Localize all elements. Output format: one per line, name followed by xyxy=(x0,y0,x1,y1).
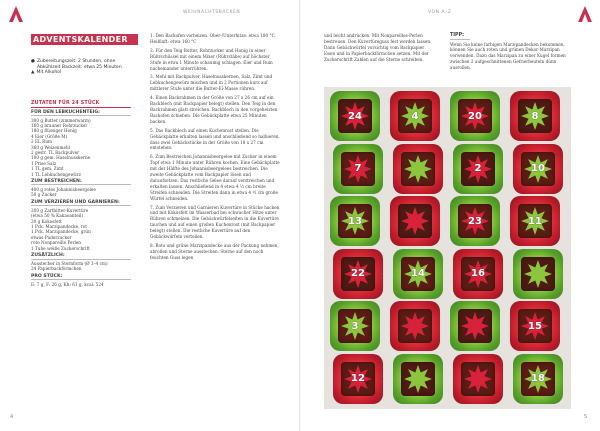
cake-22 xyxy=(393,354,443,404)
ingredient: 24 Papierbackförmchen xyxy=(31,266,82,272)
cake-number xyxy=(400,206,430,236)
ingredient: 50 g Zucker xyxy=(31,192,57,198)
ingredient: 1 Prise Salz xyxy=(31,160,57,166)
cake-number: 10 xyxy=(531,163,545,174)
ingredients-list xyxy=(31,101,131,287)
step: 8. Roto und grüne Marzipandecke aus der Packung nehmen, abrollen und Sterne ausstechen. Sterne auf den noch feuchten Guss legen xyxy=(150,243,279,260)
step: 1. Den Backofen vorheizen. Ober-/Unterhitze: etwa 180 °C Heißluft: etwa 160 °C xyxy=(150,33,275,44)
ingredient: 200 g Zartbitter-Kuvertüre xyxy=(31,207,89,213)
instructions xyxy=(150,33,280,264)
nutrition: E: 7 g, F: 26 g, Kh: 61 g, kcal: 524 xyxy=(31,281,104,287)
cake-23 xyxy=(453,354,503,404)
step: 5. Das Backblech auf einen Kuchenrost stellen. Die Gebäckplatte erkalten lassen und anschließend so halbieren, dass zwei Gebäckstücke in der Größe von 18 x 27 cm entstehen. xyxy=(150,127,280,151)
recipe-title: ADVENTSKALENDER xyxy=(33,35,128,44)
running-header-right: VON A–Z xyxy=(428,10,452,15)
cake-number: 7 xyxy=(354,163,362,174)
cake-number: 11 xyxy=(528,215,542,227)
cake-number: 24 xyxy=(348,110,362,122)
cake-12 xyxy=(510,196,560,246)
cake-number: 13 xyxy=(348,215,362,227)
clock-icon: ● xyxy=(31,59,35,64)
alcohol-icon: ▲ xyxy=(31,70,35,76)
cake-14 xyxy=(393,249,443,299)
ingredient: 160 g brauner Rohrzucker xyxy=(31,122,88,128)
ingredient: 1 Pck. Marzipandecke, grün xyxy=(31,229,91,235)
cake-8 xyxy=(513,144,563,194)
cake-4 xyxy=(510,91,560,141)
ingredient: 2 EL Rum xyxy=(31,139,52,145)
cake-number: 20 xyxy=(468,110,482,122)
ingredient: 100 g gem. Haselnusskerne xyxy=(31,155,91,161)
cake-15 xyxy=(453,249,503,299)
ingredient: 20 g Kokosfett xyxy=(31,218,62,224)
ingredient: 1 TL gem. Zimt xyxy=(31,166,64,172)
cake-21 xyxy=(333,354,383,404)
cake-9 xyxy=(330,196,380,246)
section-heading: ZUM VERZIEREN UND GARNIEREN: xyxy=(31,200,131,207)
cake-24 xyxy=(513,354,563,404)
cake-number xyxy=(400,311,430,341)
ingredient: 1 TL Lebkuchengewürz xyxy=(31,171,81,177)
brand-logo-icon xyxy=(9,6,23,22)
ingredients-heading: ZUTATEN FÜR 24 STÜCK xyxy=(31,101,131,108)
ingredient: (etwa 50 % Kakaoanteil) xyxy=(31,213,84,219)
cake-19 xyxy=(450,301,500,351)
cake-number: 16 xyxy=(471,268,485,279)
cake-number xyxy=(403,364,433,394)
ingredient: etwas Puderzucker xyxy=(31,234,72,240)
ingredient: rote Nonpareille Perlen xyxy=(31,240,82,246)
cake-number xyxy=(403,154,433,184)
recipe-info xyxy=(31,59,133,76)
cake-number: 15 xyxy=(528,320,542,332)
ingredient: 1 Pck. Marzipandecke, rot xyxy=(31,224,87,229)
section-heading: ZUM BESTREICHEN: xyxy=(31,179,131,186)
cake-13 xyxy=(333,249,383,299)
tip-text: Wenn Sie keine farbigen Marzipandecken bekommen, können Sie auch roten und grünen Dekor-Marzipan verwenden. Dazu das Marzipan zu einer Kugel formen zwischen 2 aufgeschnittenen Gefrierbeuteln dünn ausrollen. xyxy=(450,41,566,71)
cake-2 xyxy=(390,91,440,141)
advent-calendar-photo xyxy=(324,87,571,409)
cake-number xyxy=(463,364,493,394)
cake-number: 4 xyxy=(411,110,419,122)
step: 2. Für den Teig Butter, Rohrzucker und Honig in einer Rührschüssel mit einem Mixer (Rührstäbe) auf höchster Stufe in etwa 1 Minute schaumig schlagen. Eier und Rum nacheinander unterrühren. xyxy=(150,47,273,71)
cake-number: 2 xyxy=(474,163,482,174)
cake-1 xyxy=(330,91,380,141)
cake-number: 3 xyxy=(351,320,359,332)
step: 4. Einen Backrahmen in der Größe von 27 x 26 cm auf ein Backblech (mit Backpapier belegt) stellen. Den Teig in den Backrahmen glatt streichen. Backblech in den vorgeheizten Backofen schieben. Die Gebäckplatte etwa 25 Minuten backen. xyxy=(150,95,278,124)
cake-7 xyxy=(453,144,503,194)
tip-heading: TIPP: xyxy=(450,33,470,40)
prep-time: Zubereitungszeit: 2 Stunden, ohne Abkühlzeit Backzeit: etwa 25 Minuten xyxy=(36,59,122,70)
ingredient: 400 g rotes Johannisbeergelee xyxy=(31,186,96,192)
ingredient: 360 g Weizenmehl xyxy=(31,144,70,150)
cake-3 xyxy=(450,91,500,141)
ingredient: 4 Eier (Größe M) xyxy=(31,133,68,139)
cake-18 xyxy=(390,301,440,351)
cake-5 xyxy=(333,144,383,194)
cake-17 xyxy=(330,301,380,351)
cake-number: 12 xyxy=(351,373,365,384)
cake-number: 23 xyxy=(468,215,482,227)
cake-20 xyxy=(510,301,560,351)
cake-11 xyxy=(450,196,500,246)
section-heading: FÜR DEN LEBKUCHENTEIG: xyxy=(31,110,131,117)
page-number-right: 5 xyxy=(584,414,588,420)
cake-number: 8 xyxy=(531,110,539,122)
brand-logo-icon xyxy=(578,6,592,22)
cake-number xyxy=(460,311,490,341)
ingredient: 180 g flüssiger Honig xyxy=(31,128,77,134)
cake-6 xyxy=(393,144,443,194)
ingredient: 300 g Butter (zimmerwarm) xyxy=(31,117,91,123)
ingredient: 1 Tube weiße Zuckerschrift xyxy=(31,245,90,251)
cake-number: 18 xyxy=(531,373,545,384)
instructions-continued: und leicht andrücken. Mit Nonpareilles-Perlen bestreuen. Den Kuvertüreguss fest werden lassen. Dann Gebäckwürfel vorsichtig vom Backpapier lösen und in Papierbackförmchen setzen. Mit der Zuckerschrift Zahlen auf die Sterne schreiben. xyxy=(324,33,432,62)
cake-number: 14 xyxy=(411,268,425,279)
cake-number xyxy=(523,259,553,289)
step: 3. Mehl mit Backpulver, Haselnusskernen, Salz, Zimt und Lebkuchengewürz mischen und in 2 Portionen kurz auf mittlerer Stufe unter die Butter-Ei-Masse rühren. xyxy=(150,74,273,92)
step: 6. Zum Bestreichen Johannisbeergelee mit Zucker in einem Topf etwa 1 Minute unter Rühren kochen. Eine Gebäckplatte mit der Hälfte des Johannisbeergelees bestreichen. Die zweite Gebäckplatte vom Backpapier lösen und daraufsetzen. Das restliche Gelee darauf verstreichen und erkalten lassen. Anschließend in 4 etwa 4 ½ cm breite Streifen schneiden. Die Streifen dann in etwa 4 ½ cm große Würfel schneiden. xyxy=(150,154,280,201)
tip-box xyxy=(450,33,570,71)
running-header-left: WEIHNACHTSBACKEN xyxy=(183,10,241,15)
ingredient: Ausstecher in Sternform (Ø 3–4 cm) xyxy=(31,261,108,267)
page-number-left: 4 xyxy=(10,414,14,420)
section-heading: ZUSÄTZLICH: xyxy=(31,253,131,260)
cake-16 xyxy=(513,249,563,299)
section-heading: PRO STÜCK: xyxy=(31,274,131,281)
book-spine xyxy=(299,0,301,431)
step: 7. Zum Verzieren und Garnieren Kuvertüre in Stücke hacken und mit Kokosfett im Wasserbad bei schwacher Hitze unter Rühren schmelzen. Die Gebäckwürfelseiten in die Kuvertüre tauchen und auf einen großen Kuchenrost (mit Backpapier belegt) stellen. Die restliche Kuvertüre auf den Gebäckwürfeln verteilen. xyxy=(150,204,280,240)
ingredient: 2 gestr. TL Backpulver xyxy=(31,149,80,155)
cake-10 xyxy=(390,196,440,246)
cake-number: 22 xyxy=(351,268,365,279)
alcohol-note: Mit Alkohol xyxy=(36,70,62,76)
